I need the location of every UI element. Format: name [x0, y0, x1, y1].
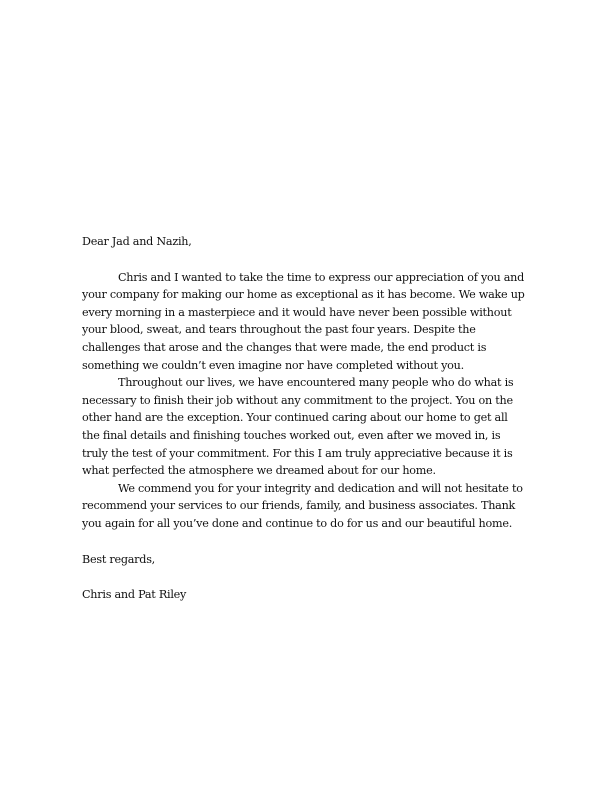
paragraph-recommendation: We commend you for your integrity and dedication and will not hesitate to recommend your services to our friends, family, and business associates. Thank you again for all you’ve done and continue to do for us and our beautiful home.	[82, 481, 523, 530]
salutation: Dear Jad and Nazih,	[82, 235, 192, 248]
signature: Chris and Pat Riley	[82, 588, 187, 602]
paragraph-appreciation: Chris and I wanted to take the time to express our appreciation of you and your company for making our home as exceptional as it has become. We wake up every morning in a masterpiece and it would have never been possible without your blood, sweat, and tears throughout the past four years. Despite the challenges that arose and the changes that were made, the end product is something we couldn’t even imagine nor have completed without you.	[82, 270, 525, 372]
letter-body	[82, 233, 528, 604]
closing: Best regards,	[82, 552, 155, 566]
paragraph-commitment: Throughout our lives, we have encountered many people who do what is necessary to finish their job without any commitment to the project. You on the other hand are the exception. Your continued caring about our home to get all the final details and finishing touches worked out, even after we moved in, is truly the test of your commitment. For this I am truly appreciative because it is what perfected the atmosphere we dreamed about for our home.	[82, 376, 514, 478]
